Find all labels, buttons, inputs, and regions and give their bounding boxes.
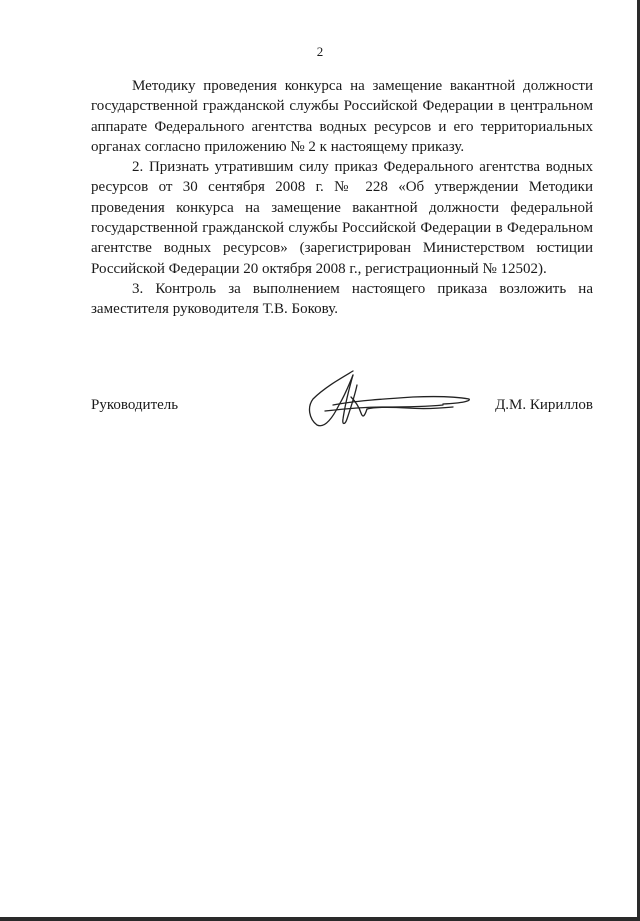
- paragraph-item-2: 2. Признать утратившим силу приказ Федерального агентства водных ресурсов от 30 сентября 2008 г. № 228 «Об утверждении Методики проведения конкурса на замещение вакантной должности федеральной государственной гражданской службы Российской Федерации в Федеральном агентстве водных ресурсов» (зарегистрирован Министерством юстиции Российской Федерации 20 октября 2008 г., регистрационный № 12502).: [91, 159, 593, 277]
- document-body: [91, 76, 593, 320]
- handwritten-signature: [303, 367, 473, 429]
- signatory-name: Д.М. Кириллов: [495, 397, 593, 413]
- page-number: 2: [316, 44, 324, 59]
- paragraph-item-3: 3. Контроль за выполнением настоящего приказа возложить на заместителя руководителя Т.В. Бокову.: [91, 280, 593, 318]
- scan-edge-bottom: [0, 917, 640, 921]
- paragraph-methodology: Методику проведения конкурса на замещение вакантной должности государственной гражданской службы Российской Федерации в центральном аппарате Федерального агентства водных ресурсов и его территориальных органах согласно приложению № 2 к настоящему приказу.: [91, 78, 593, 155]
- signatory-title: Руководитель: [91, 397, 179, 413]
